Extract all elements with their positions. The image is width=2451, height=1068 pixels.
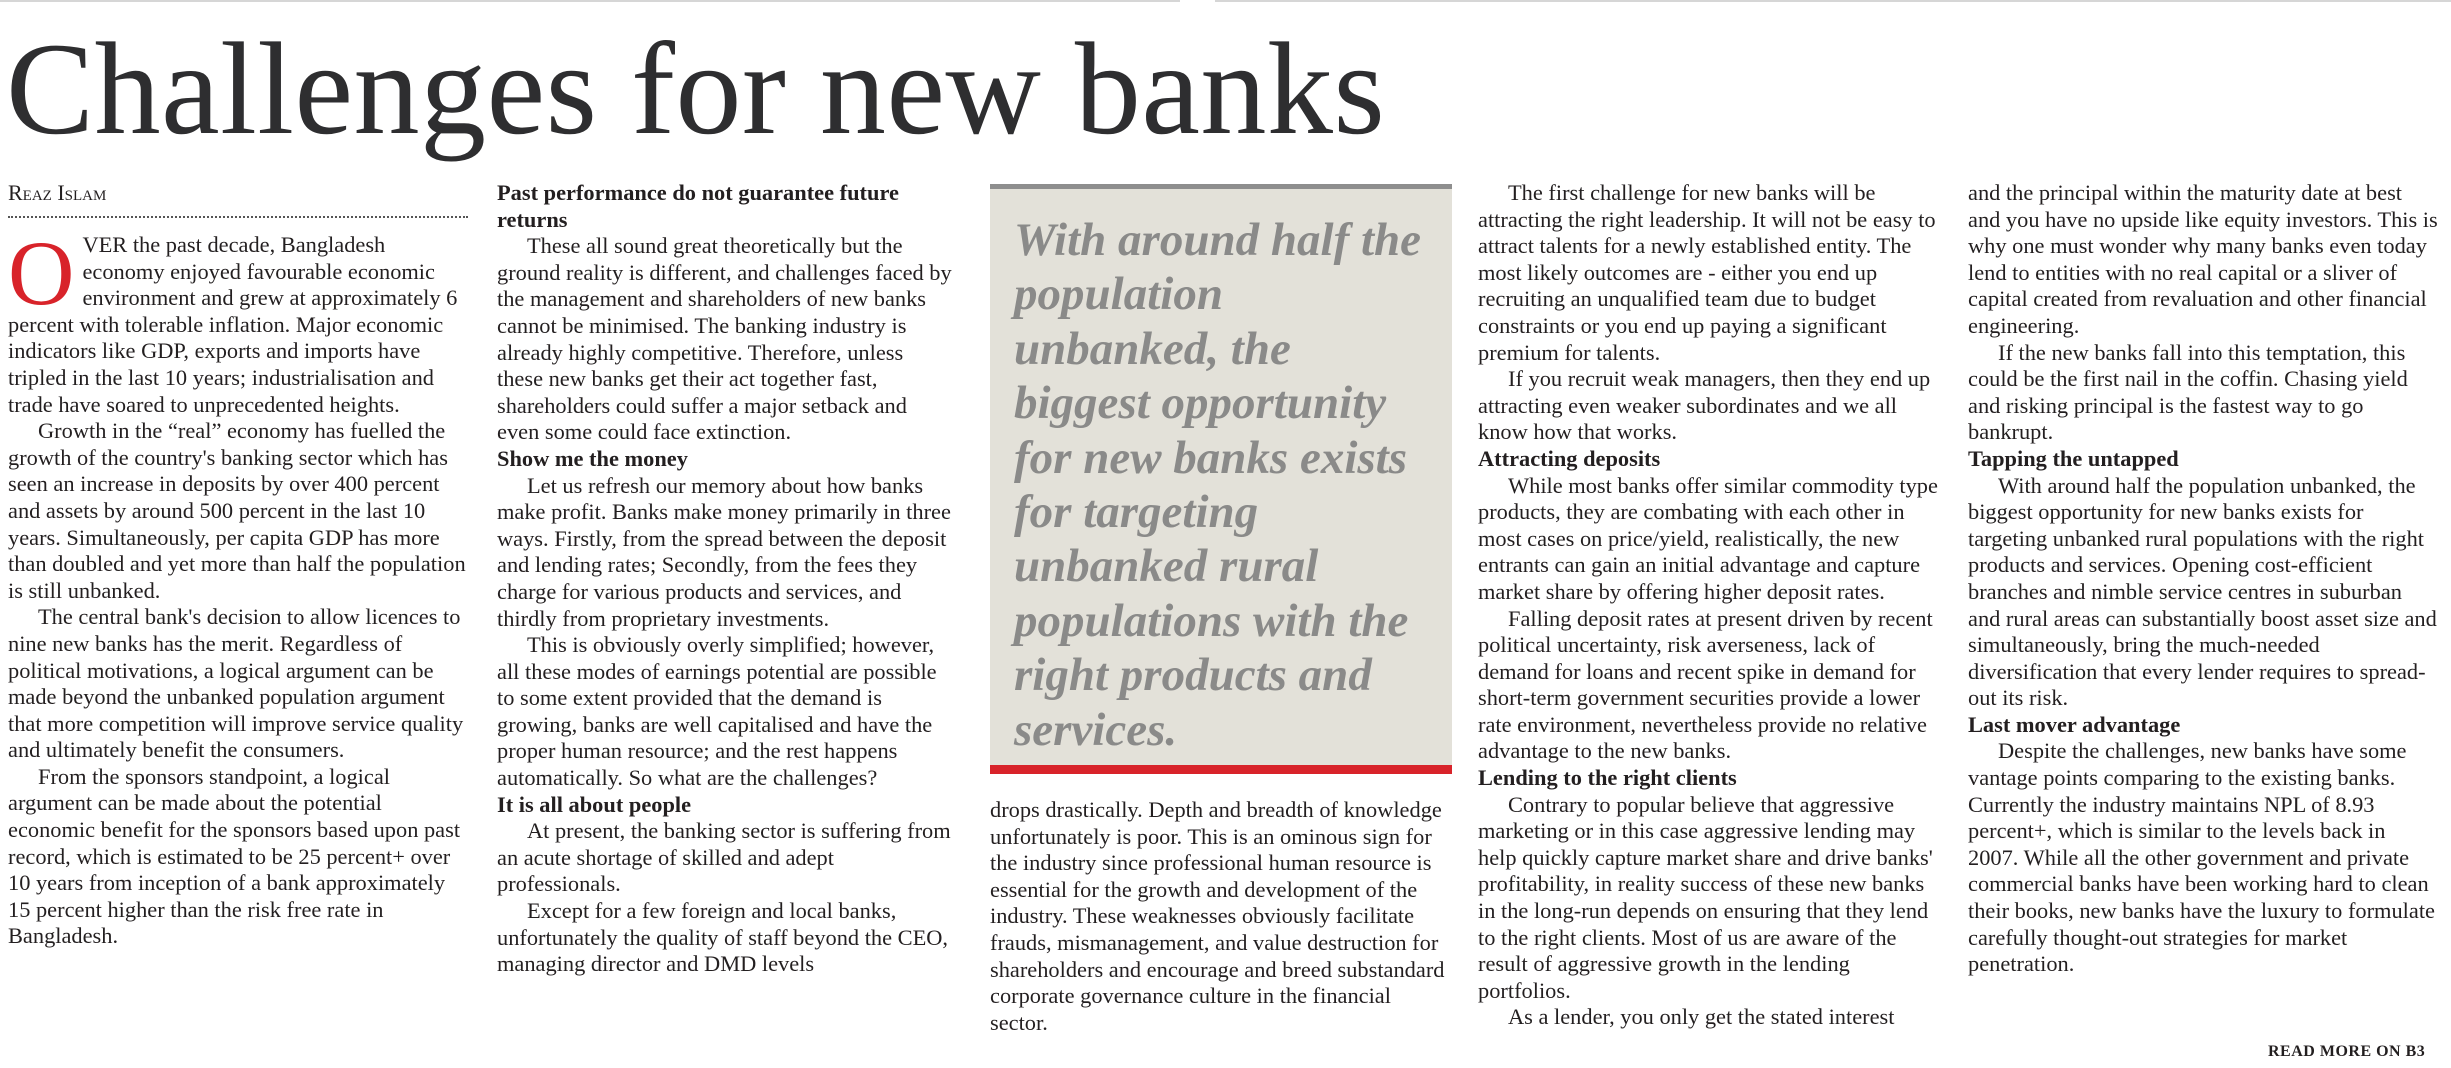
subheading: Show me the money bbox=[497, 445, 688, 471]
top-rule-left bbox=[0, 0, 1180, 2]
column-1 bbox=[8, 180, 468, 1062]
subheading: Lending to the right clients bbox=[1478, 765, 1737, 791]
drop-cap: O bbox=[8, 222, 75, 324]
paragraph: and the principal within the maturity date at best and you have no upside like equity investors. This is why one must wonder why many banks even today lend to entities with no real capital or a sliver of capital created from revaluation and other financial engineering. bbox=[1968, 180, 2438, 338]
top-rule-right bbox=[1215, 0, 2451, 2]
paragraph: Contrary to popular believe that aggressive marketing or in this case aggressive lending may help quickly capture market share and drive banks' profitability, in reality success of these new banks in the long-run depends on ensuring that they lend to the right clients. Most of us are aware of the result of aggressive growth in the lending portfolios. bbox=[1478, 791, 1933, 1003]
paragraph: This is obviously overly simplified; however, all these modes of earnings potential are possible to some extent provided that the demand is growing, banks are well capitalised and have the proper human resource; and the rest happens automatically. So what are the challenges? bbox=[497, 632, 937, 791]
paragraph: As a lender, you only get the stated interest bbox=[1508, 1004, 1895, 1030]
column-2 bbox=[497, 180, 952, 1062]
paragraph: With around half the population unbanked, the biggest opportunity for new banks exists for targeting unbanked rural populations with the right products and services. Opening cost-efficient branches and nimble service centres in suburban and rural areas can substantially boost asset size and simultaneously, bring the much-needed diversification that every lender requires to spread-out its risk. bbox=[1968, 472, 2437, 711]
column-4 bbox=[1478, 180, 1946, 1062]
paragraph: Despite the challenges, new banks have some vantage points comparing to the existing banks. Currently the industry maintains NPL of 8.93 percent+, which is similar to the levels back in 2007. While all the other government and private commercial banks have been working hard to clean their books, new banks have the luxury to formulate carefully thought-out strategies for market penetration. bbox=[1968, 738, 2435, 977]
pull-quote: With around half the population unbanked, the biggest opportunity for new banks exists for targeting unbanked rural populations with the right products and services. bbox=[990, 184, 1452, 774]
paragraph: Falling deposit rates at present driven by recent political uncertainty, risk averseness, lack of demand for loans and recent spike in demand for short-term government securities provide a lower rate environment, nevertheless provide no relative advantage to the new banks. bbox=[1478, 605, 1933, 764]
paragraph: The first challenge for new banks will be attracting the right leadership. It will not be easy to attract talents for a newly established entity. The most likely outcomes are - either you end up recruiting an unqualified team due to budget constraints or you end up paying a significant premium for talents. bbox=[1478, 180, 1936, 365]
subheading: Tapping the untapped bbox=[1968, 445, 2179, 471]
paragraph: While most banks offer similar commodity type products, they are combating with each other in most cases on price/yield, realistically, the new entrants can gain an initial advantage and capture market share by offering higher deposit rates. bbox=[1478, 472, 1938, 604]
subheading: Past performance do not guarantee future returns bbox=[497, 180, 899, 232]
paragraph: At present, the banking sector is suffering from an acute shortage of skilled and adept professionals. bbox=[497, 818, 951, 897]
paragraph: OVER the past decade, Bangladesh economy enjoyed favourable economic environment and grew at approximately 6 percent with tolerable inflation. Major economic indicators like GDP, exports and imports have tripled in the last 10 years; industrialisation and trade have soared to unprecedented heights. bbox=[8, 222, 458, 417]
paragraph: If the new banks fall into this temptation, this could be the first nail in the coffin. Chasing yield and risking principal is the fastest way to go bankrupt. bbox=[1968, 339, 2408, 445]
paragraph: From the sponsors standpoint, a logical argument can be made about the potential economic benefit for the sponsors based upon past record, which is estimated to be 25 percent+ over 10 years from inception of a bank approximately 15 percent higher than the risk free rate in Bangladesh. bbox=[8, 763, 461, 949]
column-3 bbox=[990, 797, 1452, 1062]
paragraph: If you recruit weak managers, then they end up attracting even weaker subordinates and we all know how that works. bbox=[1478, 366, 1931, 445]
paragraph: drops drastically. Depth and breadth of knowledge unfortunately is poor. This is an ominous sign for the industry since professional human resource is essential for the growth and development of the industry. These weaknesses obviously facilitate frauds, mismanagement, and value destruction for shareholders and encourage and breed substandard corporate governance culture in the financial sector. bbox=[990, 797, 1445, 1035]
subheading: Last mover advantage bbox=[1968, 711, 2181, 737]
subheading: It is all about people bbox=[497, 791, 692, 817]
paragraph: Growth in the “real” economy has fuelled the growth of the country's banking sector which has seen an increase in deposits by over 400 percent and assets by around 500 percent in the last 10 years. Simultaneously, per capita GDP has more than doubled and yet more than half the population is still unbanked. bbox=[8, 418, 466, 603]
column-5 bbox=[1968, 180, 2438, 1038]
paragraph: The central bank's decision to allow licences to nine new banks has the merit. Regardless of political motivations, a logical argument can be made beyond the unbanked population argument that more competition will improve service quality and ultimately benefit the consumers. bbox=[8, 604, 464, 763]
subheading: Attracting deposits bbox=[1478, 445, 1661, 471]
read-more-link[interactable]: READ MORE ON B3 bbox=[2268, 1043, 2426, 1060]
byline: Reaz Islam bbox=[8, 180, 468, 218]
headline: Challenges for new banks bbox=[6, 15, 1386, 162]
paragraph: These all sound great theoretically but the ground reality is different, and challenges faced by the management and shareholders of new banks cannot be minimised. The banking industry is already highly competitive. Therefore, unless these new banks get their act together fast, shareholders could suffer a major setback and even some could face extinction. bbox=[497, 233, 952, 445]
paragraph: Except for a few foreign and local banks, unfortunately the quality of staff beyond the CEO, managing director and DMD levels bbox=[497, 898, 949, 977]
paragraph: Let us refresh our memory about how banks make profit. Banks make money primarily in three ways. Firstly, from the spread between the deposit and lending rates; Secondly, from the fees they charge for various products and services, and thirdly from proprietary investments. bbox=[497, 472, 951, 631]
